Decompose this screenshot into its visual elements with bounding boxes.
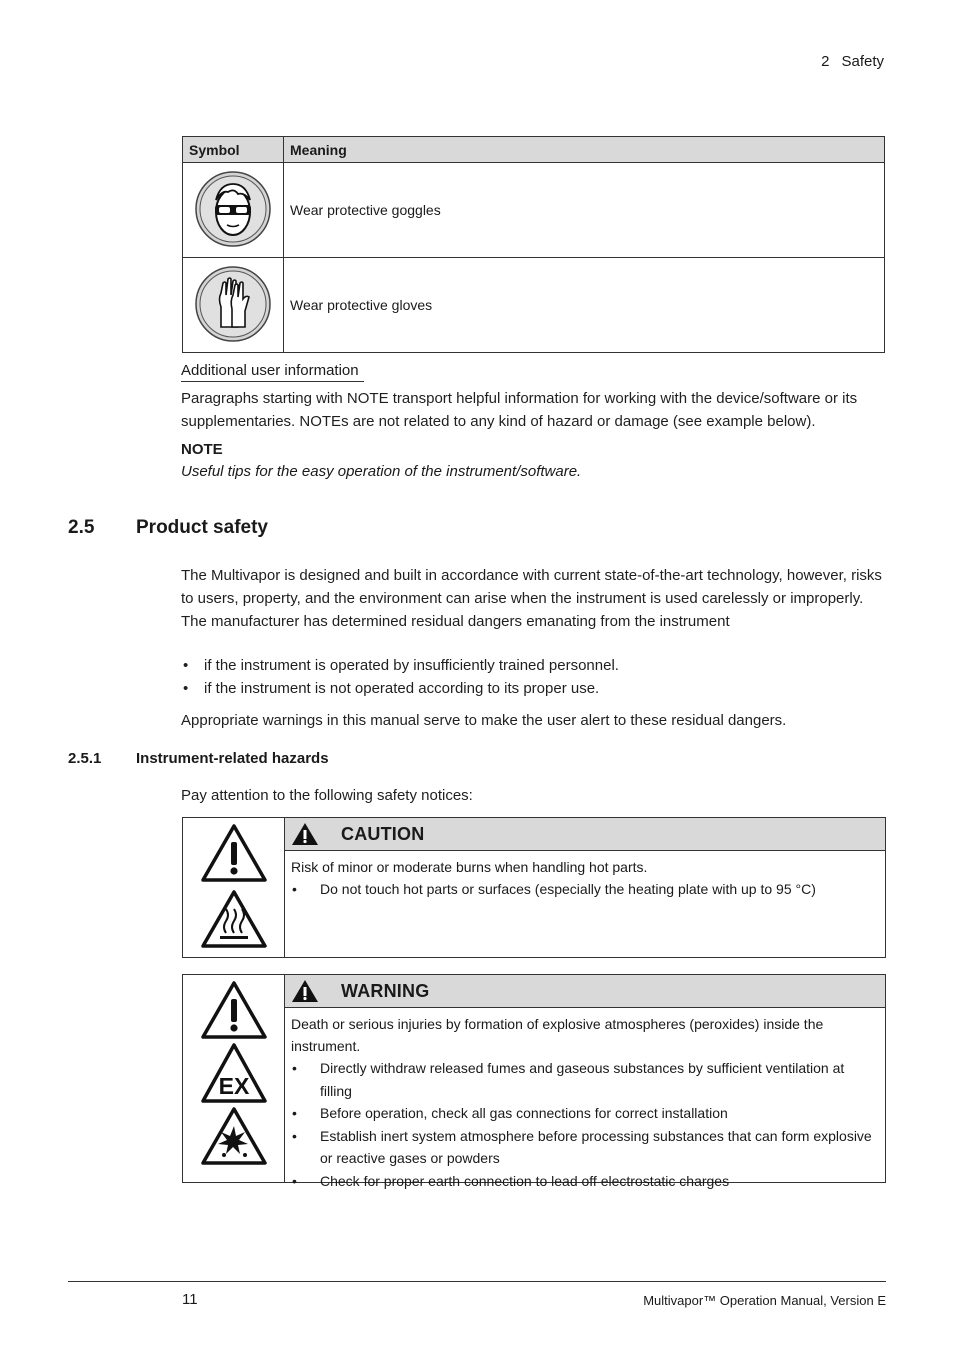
residual-danger-list	[181, 654, 886, 700]
subsection-intro: Pay attention to the following safety notices:	[181, 787, 473, 804]
section-paragraph-3: Appropriate warnings in this manual serve to make the user alert to these residual dangers.	[181, 712, 787, 729]
symbol-cell	[183, 258, 284, 353]
additional-info-heading: Additional user information	[181, 361, 364, 382]
general-warning-icon	[200, 980, 268, 1040]
symbol-table	[182, 136, 885, 353]
caution-header	[285, 818, 885, 851]
gloves-icon	[194, 265, 272, 343]
warning-header	[285, 975, 885, 1008]
column-header-meaning: Meaning	[284, 137, 885, 163]
warning-label: WARNING	[341, 980, 430, 1001]
symbol-cell	[183, 163, 284, 258]
list-item: • Before operation, check all gas connections for correct installation	[291, 1102, 879, 1125]
list-item: • if the instrument is not operated according to its proper use.	[181, 677, 886, 700]
section-number: 2.5	[68, 517, 95, 538]
list-item: • Do not touch hot parts or surfaces (especially the heating plate with up to 95 °C)	[291, 878, 879, 901]
paragraph-1: The Multivapor is designed and built in accordance with current state-of-the-art technology, however, risks to users, property, and the environment can arise when the instrument is used carelessly or improperly.	[181, 567, 882, 607]
page-number: 11	[182, 1291, 198, 1308]
warning-list	[285, 1057, 885, 1192]
goggles-icon	[194, 170, 272, 248]
list-item: • if the instrument is operated by insufficiently trained personnel.	[181, 654, 886, 677]
note-text: Useful tips for the easy operation of the instrument/software.	[181, 463, 582, 480]
subsection-title: Instrument-related hazards	[136, 750, 329, 767]
explosive-atmosphere-icon	[200, 1042, 268, 1104]
caution-box	[182, 817, 886, 958]
warning-content	[285, 975, 885, 1189]
footer-doc-title: Multivapor™ Operation Manual, Version E	[643, 1293, 886, 1308]
meaning-cell: Wear protective goggles	[284, 163, 885, 258]
list-item: • Directly withdraw released fumes and gaseous substances by sufficient ventilation at filling	[291, 1057, 879, 1102]
subsection-number: 2.5.1	[68, 750, 102, 767]
running-header	[821, 53, 884, 70]
section-title: Product safety	[136, 517, 268, 538]
chapter-title: Safety	[841, 53, 884, 70]
warning-icons	[183, 975, 285, 1182]
caution-content	[285, 818, 885, 957]
caution-lead: Risk of minor or moderate burns when handling hot parts.	[291, 859, 648, 875]
caution-list	[285, 878, 885, 901]
footer-divider	[68, 1281, 886, 1282]
general-warning-icon	[200, 823, 268, 883]
note-title: NOTE	[181, 441, 223, 458]
table-header-row	[183, 137, 885, 163]
meaning-cell: Wear protective gloves	[284, 258, 885, 353]
warning-triangle-icon	[291, 979, 319, 1003]
section-paragraph	[181, 564, 886, 633]
paragraph-2: The manufacturer has determined residual dangers emanating from the instrument	[181, 613, 730, 630]
caution-label: CAUTION	[341, 823, 425, 844]
table-row	[183, 258, 885, 353]
warning-lead: Death or serious injuries by formation of explosive atmospheres (peroxides) inside the instrument.	[291, 1016, 824, 1054]
explosive-substances-icon	[200, 1106, 268, 1166]
list-item: • Establish inert system atmosphere before processing substances that can form explosive or reactive gases or powders	[291, 1125, 879, 1170]
warning-box	[182, 974, 886, 1189]
table-row	[183, 163, 885, 258]
list-item: • Check for proper earth connection to lead off electrostatic charges	[291, 1170, 879, 1193]
ex-label: EX	[218, 1073, 249, 1099]
column-header-symbol: Symbol	[183, 137, 284, 163]
chapter-number: 2	[821, 53, 830, 70]
caution-icons	[183, 818, 285, 957]
additional-info-paragraph: Paragraphs starting with NOTE transport helpful information for working with the device/software or its supplementaries. NOTEs are not related to any kind of hazard or damage (see example below).	[181, 390, 858, 430]
warning-triangle-icon	[291, 822, 319, 846]
hot-surface-icon	[200, 889, 268, 949]
